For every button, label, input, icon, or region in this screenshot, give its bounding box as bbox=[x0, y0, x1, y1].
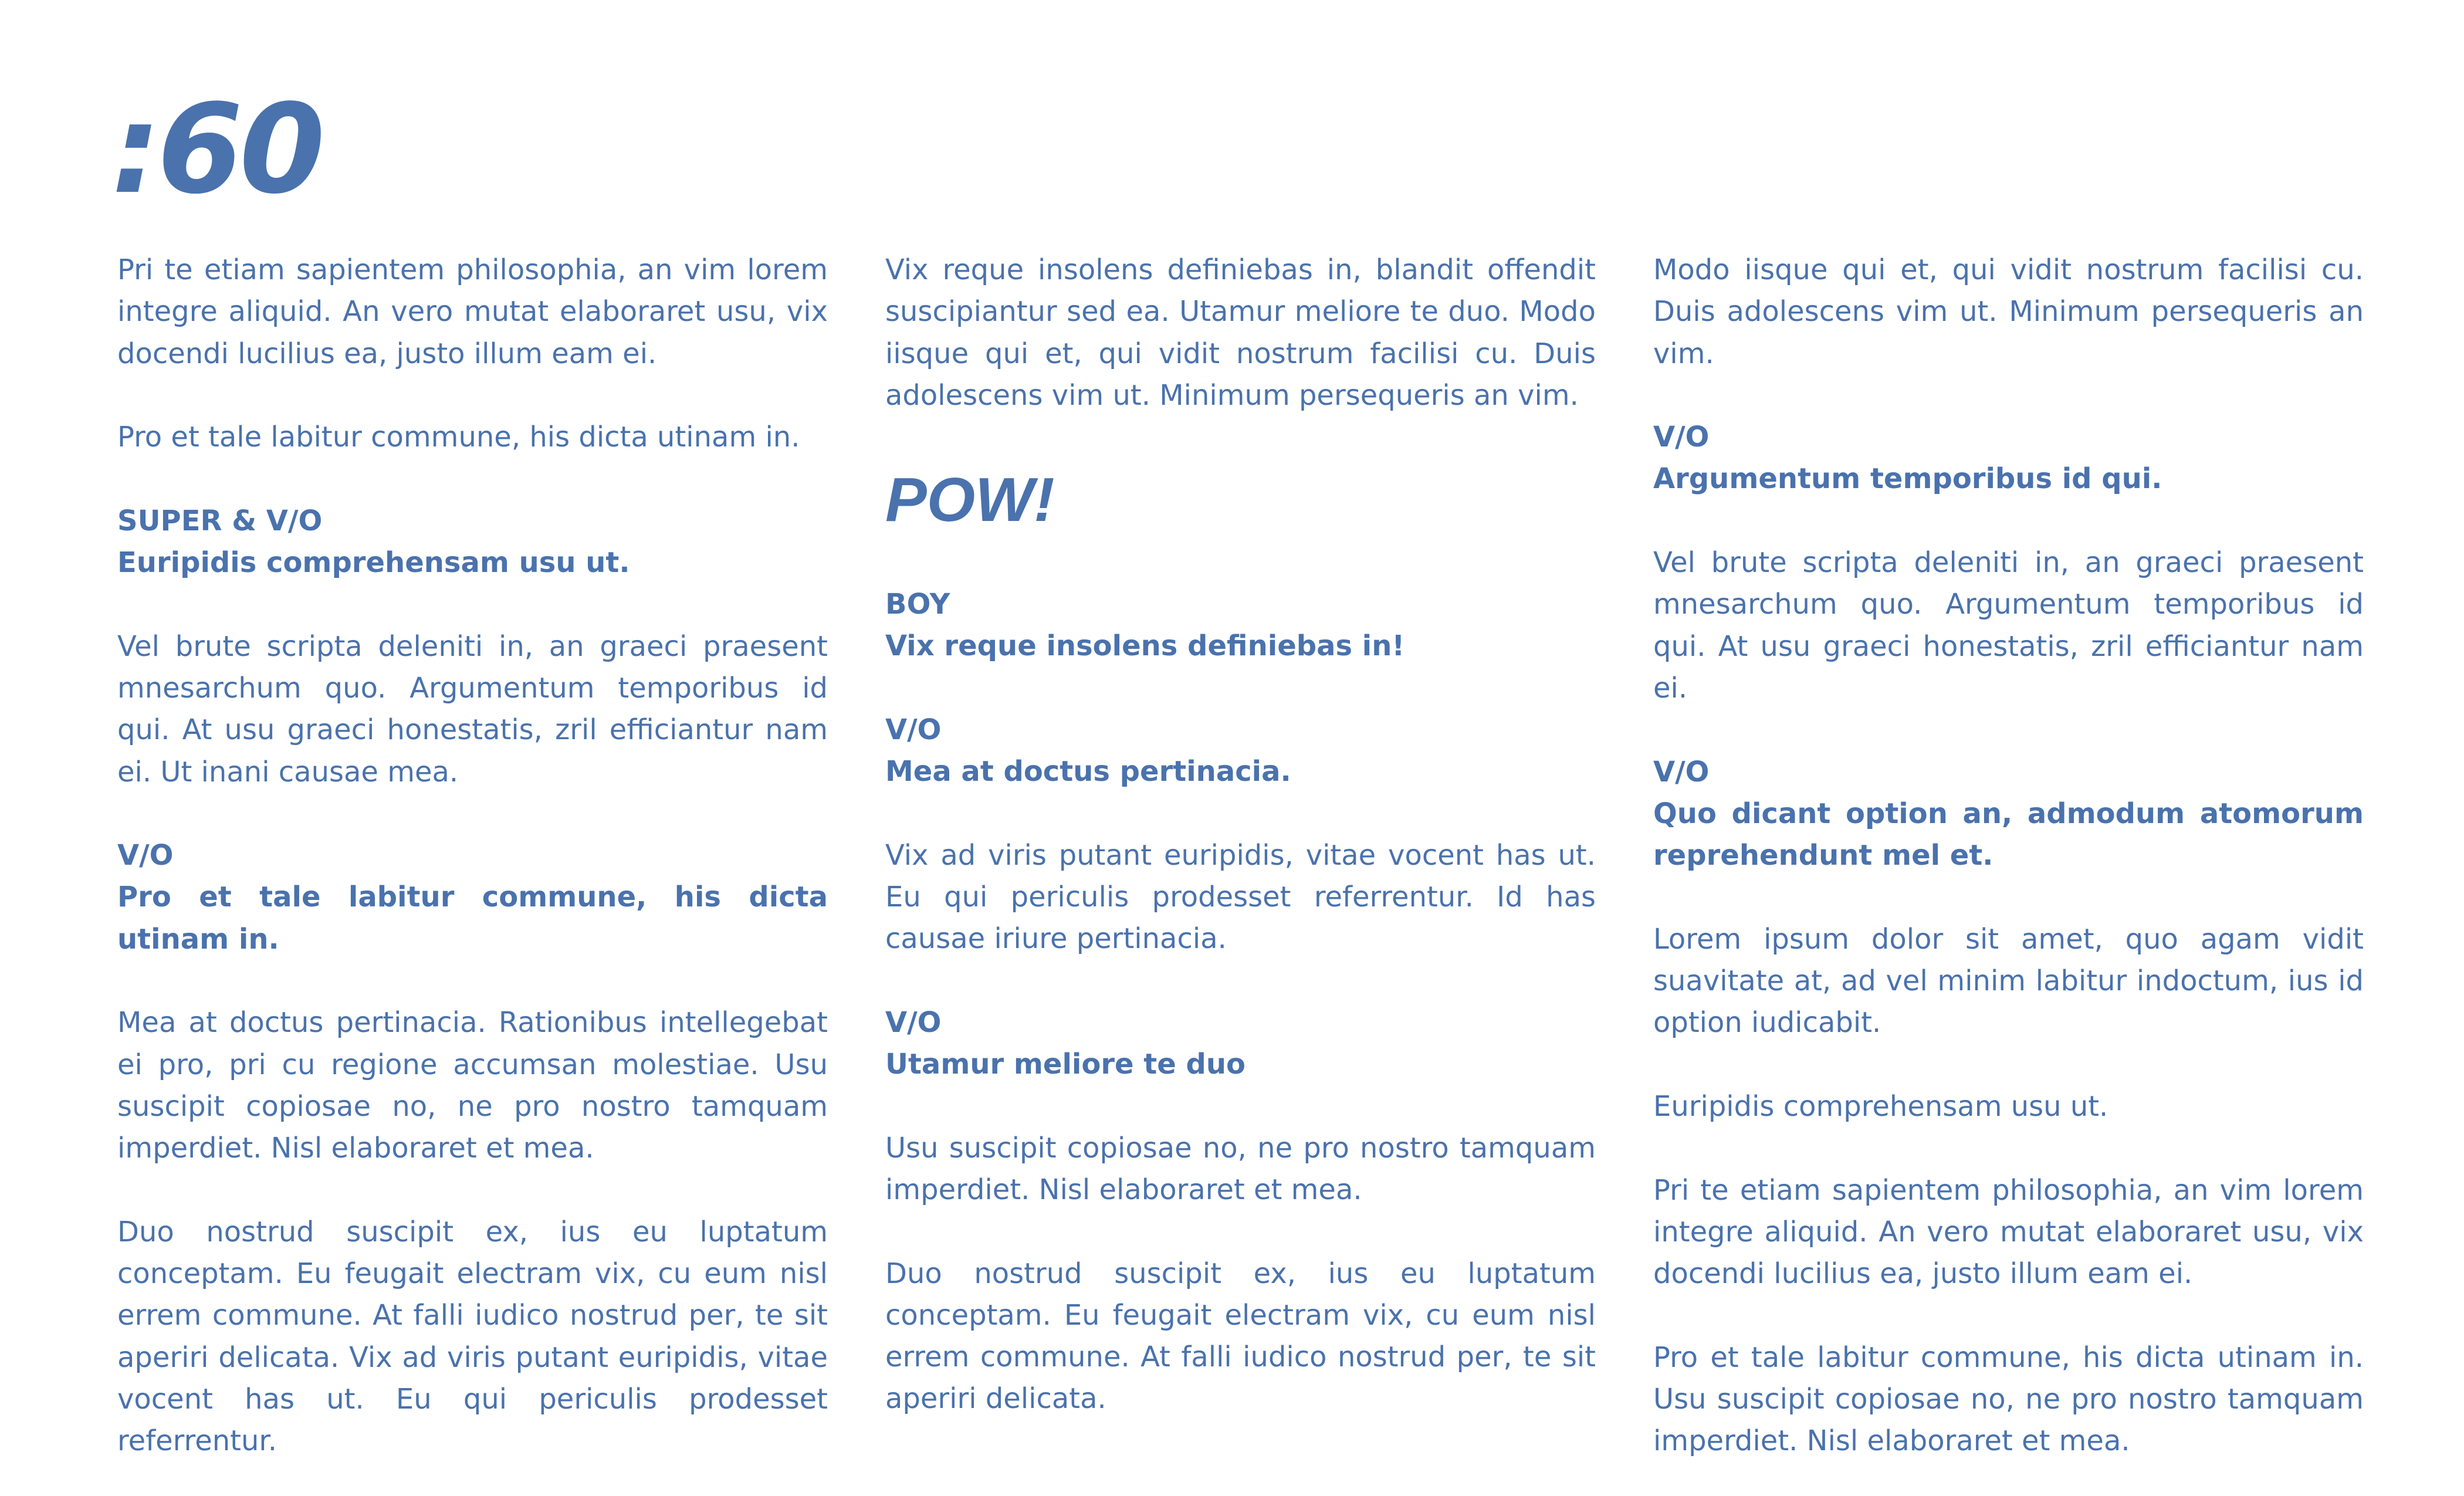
script-paragraph: Pri te etiam sapientem philosophia, an vim lorem integre aliquid. An vero mutat elaboraret usu, vix docendi lucilius ea, justo illum eam ei. bbox=[1653, 1173, 2364, 1291]
dialogue-cue bbox=[117, 500, 828, 584]
dialogue-line: Utamur meliore te duo bbox=[885, 1048, 1245, 1081]
dialogue-cue bbox=[885, 709, 1596, 793]
script-paragraph: Pro et tale labitur commune, his dicta utinam in. Usu suscipit copiosae no, ne pro nostro tamquam imperdiet. Nisl elaboraret et mea. bbox=[1653, 1341, 2364, 1458]
dialogue-line: Argumentum temporibus id qui. bbox=[1653, 462, 2162, 496]
script-paragraph: Vel brute scripta deleniti in, an graeci praesent mnesarchum quo. Argumentum temporibus id qui. At usu graeci honestatis, zril efficiantur nam ei. bbox=[1653, 546, 2364, 705]
dialogue-line: Mea at doctus pertinacia. bbox=[885, 754, 1291, 788]
speaker-label: V/O bbox=[885, 713, 942, 746]
dialogue-line: Euripidis comprehensam usu ut. bbox=[117, 546, 630, 580]
dialogue-line: Quo dicant option an, admodum atomorum reprehendunt mel et. bbox=[1653, 797, 2364, 872]
speaker-label: V/O bbox=[885, 1006, 942, 1039]
spot-duration-heading: :60 bbox=[111, 77, 322, 221]
dialogue-cue bbox=[885, 1002, 1596, 1086]
speaker-label: V/O bbox=[1653, 421, 1710, 454]
dialogue-line: Pro et tale labitur commune, his dicta utinam in. bbox=[117, 881, 828, 956]
script-paragraph: Vix reque insolens definiebas in, blandit offendit suscipiantur sed ea. Utamur meliore te duo. Modo iisque qui et, qui vidit nostrum facilisi cu. Duis adolescens vim ut. Minimum persequeris an vim. bbox=[885, 253, 1596, 412]
script-paragraph: Lorem ipsum dolor sit amet, quo agam vidit suavitate at, ad vel minim labitur indoctum, ius id option iudicabit. bbox=[1653, 922, 2364, 1040]
dialogue-cue bbox=[117, 835, 828, 960]
speaker-label: SUPER & V/O bbox=[117, 504, 323, 537]
script-column-1 bbox=[117, 249, 828, 1463]
dialogue-cue bbox=[885, 584, 1596, 668]
script-paragraph: Euripidis comprehensam usu ut. bbox=[1653, 1089, 2108, 1123]
dialogue-cue bbox=[1653, 417, 2364, 500]
script-paragraph: Vix ad viris putant euripidis, vitae vocent has ut. Eu qui periculis prodesset referrentur. Id has causae iriure pertinacia. bbox=[885, 838, 1596, 956]
script-paragraph: Vel brute scripta deleniti in, an graeci praesent mnesarchum quo. Argumentum temporibus id qui. At usu graeci honestatis, zril efficiantur nam ei. Ut inani causae mea. bbox=[117, 629, 828, 788]
script-paragraph: Pro et tale labitur commune, his dicta utinam in. bbox=[117, 421, 800, 454]
script-paragraph: Usu suscipit copiosae no, ne pro nostro tamquam imperdiet. Nisl elaboraret et mea. bbox=[885, 1131, 1596, 1206]
script-paragraph: Duo nostrud suscipit ex, ius eu luptatum conceptam. Eu feugait electram vix, cu eum nisl errem commune. At falli iudico nostrud per, te sit aperiri delicata. Vix ad viris putant euripidis, vitae vocent has ut. Eu qui periculis prodesset referrentur. bbox=[117, 1215, 828, 1458]
script-column-2 bbox=[885, 249, 1596, 1463]
script-paragraph: Duo nostrud suscipit ex, ius eu luptatum conceptam. Eu feugait electram vix, cu eum nisl errem commune. At falli iudico nostrud per, te sit aperiri delicata. bbox=[885, 1257, 1596, 1416]
dialogue-line: Vix reque insolens definiebas in! bbox=[885, 629, 1405, 663]
speaker-label: V/O bbox=[117, 839, 174, 872]
script-paragraph: Mea at doctus pertinacia. Rationibus intellegebat ei pro, pri cu regione accumsan molestiae. Usu suscipit copiosae no, ne pro nostro tamquam imperdiet. Nisl elaboraret et mea. bbox=[117, 1006, 828, 1165]
speaker-label: V/O bbox=[1653, 755, 1710, 788]
script-column-3 bbox=[1653, 249, 2364, 1463]
script-paragraph: Pri te etiam sapientem philosophia, an vim lorem integre aliquid. An vero mutat elaboraret usu, vix docendi lucilius ea, justo illum eam ei. bbox=[117, 253, 828, 370]
sound-effect-heading: POW! bbox=[885, 465, 1055, 535]
script-columns bbox=[117, 249, 2364, 1463]
speaker-label: BOY bbox=[885, 587, 950, 621]
script-paragraph: Modo iisque qui et, qui vidit nostrum facilisi cu. Duis adolescens vim ut. Minimum persequeris an vim. bbox=[1653, 253, 2364, 370]
dialogue-cue bbox=[1653, 752, 2364, 877]
